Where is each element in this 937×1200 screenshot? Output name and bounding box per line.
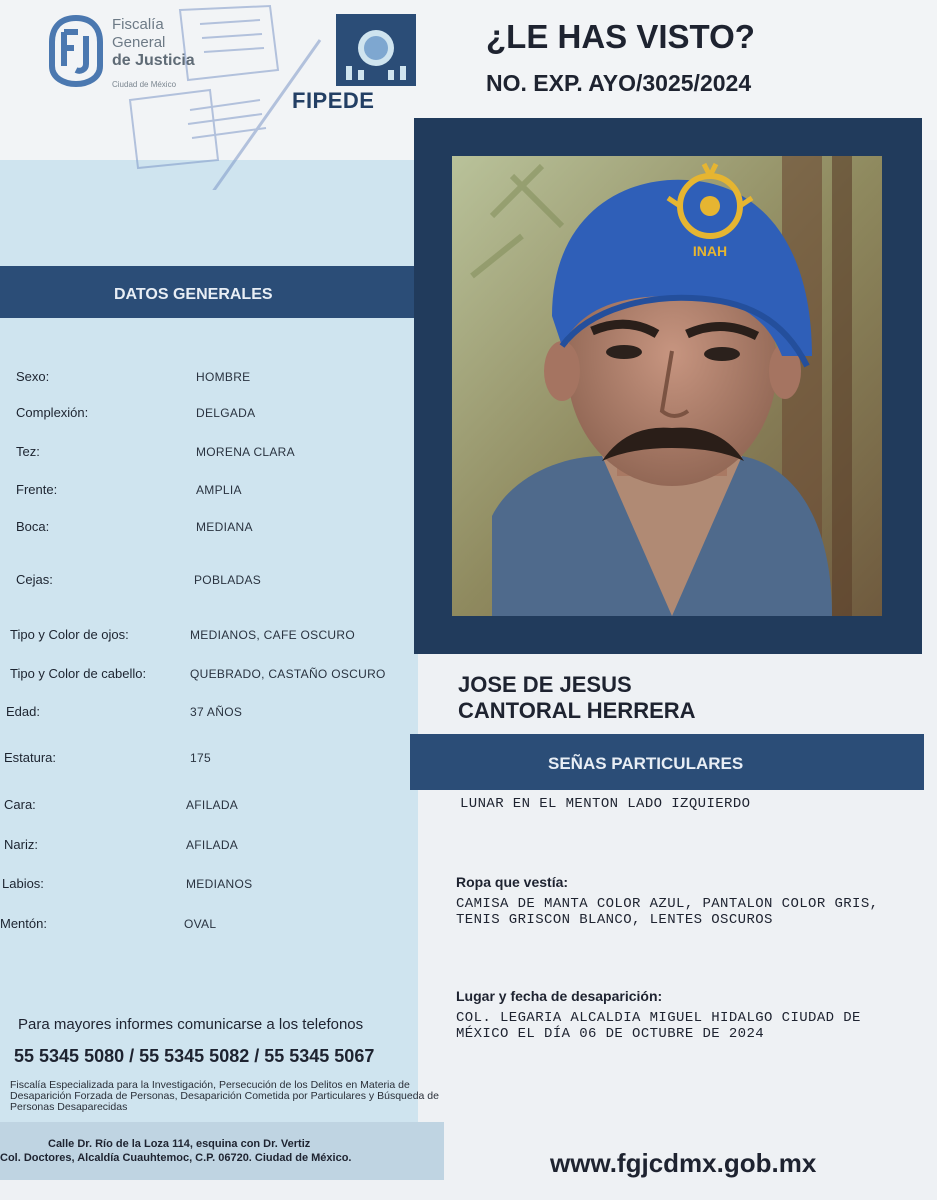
field-value: 37 AÑOS — [190, 705, 243, 719]
field-label: Complexión: — [16, 405, 89, 420]
address-bar — [0, 1122, 444, 1180]
field-label: Mentón: — [0, 916, 47, 931]
field-value: POBLADAS — [194, 573, 262, 587]
field-value: DELGADA — [196, 406, 256, 420]
field-value: MEDIANOS — [186, 877, 253, 891]
field-label: Cejas: — [16, 572, 53, 587]
contact-intro: Para mayores informes comunicarse a los telefonos — [18, 1016, 364, 1033]
phone-numbers: 55 5345 5080 / 55 5345 5082 / 55 5345 5067 — [14, 1046, 375, 1066]
page-title: ¿LE HAS VISTO? — [486, 18, 755, 55]
field-value: QUEBRADO, CASTAÑO OSCURO — [190, 667, 386, 681]
ropa-line-2: TENIS GRISCON BLANCO, LENTES OSCUROS — [456, 912, 773, 928]
cap-text: INAH — [692, 243, 728, 259]
fipede-logo-icon — [336, 14, 416, 86]
missing-person-photo — [452, 156, 882, 616]
lugar-line-1: COL. LEGARIA ALCALDIA MIGUEL HIDALGO CIUDAD DE — [456, 1010, 861, 1026]
ink-stamp-icon — [70, 0, 330, 190]
field-value: MEDIANOS, CAFE OSCURO — [190, 628, 355, 642]
person-name-line-1: JOSE DE JESUS — [458, 672, 632, 697]
field-label: Tipo y Color de cabello: — [10, 666, 147, 681]
logo-line-2: General — [112, 34, 166, 51]
field-label: Frente: — [16, 482, 58, 497]
person-name-line-2: CANTORAL HERRERA — [458, 698, 696, 723]
field-label: Boca: — [16, 519, 50, 534]
website-link[interactable]: www.fgjcdmx.gob.mx — [550, 1148, 817, 1178]
fipede-label: FIPEDE — [292, 88, 375, 113]
person-name — [458, 672, 696, 724]
field-label: Estatura: — [4, 750, 57, 765]
field-value: 175 — [190, 751, 211, 765]
field-label: Labios: — [2, 876, 44, 891]
field-label: Sexo: — [16, 369, 50, 384]
field-value: AMPLIA — [196, 483, 242, 497]
field-label: Edad: — [6, 704, 40, 719]
field-label: Cara: — [4, 797, 36, 812]
field-label: Tipo y Color de ojos: — [10, 627, 129, 642]
logo-line-3: de Justicia — [112, 52, 195, 69]
ropa-line-1: CAMISA DE MANTA COLOR AZUL, PANTALON COLOR GRIS, — [456, 896, 879, 912]
field-label: Nariz: — [4, 837, 38, 852]
datos-generales-heading: DATOS GENERALES — [114, 286, 273, 303]
field-value: AFILADA — [186, 798, 239, 812]
address-line-1: Calle Dr. Río de la Loza 114, esquina con Dr. Vertiz — [48, 1138, 311, 1150]
lugar-label: Lugar y fecha de desaparición: — [456, 988, 663, 1004]
address-line-2: Col. Doctores, Alcaldía Cuauhtemoc, C.P. 06720. Ciudad de México. — [0, 1152, 352, 1164]
ropa-label: Ropa que vestía: — [456, 874, 569, 890]
lugar-line-2: MÉXICO EL DÍA 06 DE OCTUBRE DE 2024 — [456, 1026, 765, 1042]
field-label: Tez: — [16, 444, 40, 459]
senas-particulares-heading: SEÑAS PARTICULARES — [548, 754, 744, 773]
portrait-illustration — [452, 156, 882, 616]
field-value: HOMBRE — [196, 370, 251, 384]
field-value: AFILADA — [186, 838, 239, 852]
field-value: MEDIANA — [196, 520, 253, 534]
field-value: OVAL — [184, 917, 217, 931]
expediente-number: NO. EXP. AYO/3025/2024 — [486, 70, 752, 96]
fiscalia-fine-print: Fiscalía Especializada para la Investigación, Persecución de los Delitos en Materia de Desaparición Forzada de Personas, Desaparición Cometida por Particulares y Búsqueda de Personas Desaparecidas — [10, 1079, 439, 1113]
field-value: MORENA CLARA — [196, 445, 295, 459]
senas-text: LUNAR EN EL MENTON LADO IZQUIERDO — [460, 796, 751, 812]
logo-line-1: Fiscalía — [112, 16, 164, 33]
logo-line-4: Ciudad de México — [112, 80, 177, 89]
